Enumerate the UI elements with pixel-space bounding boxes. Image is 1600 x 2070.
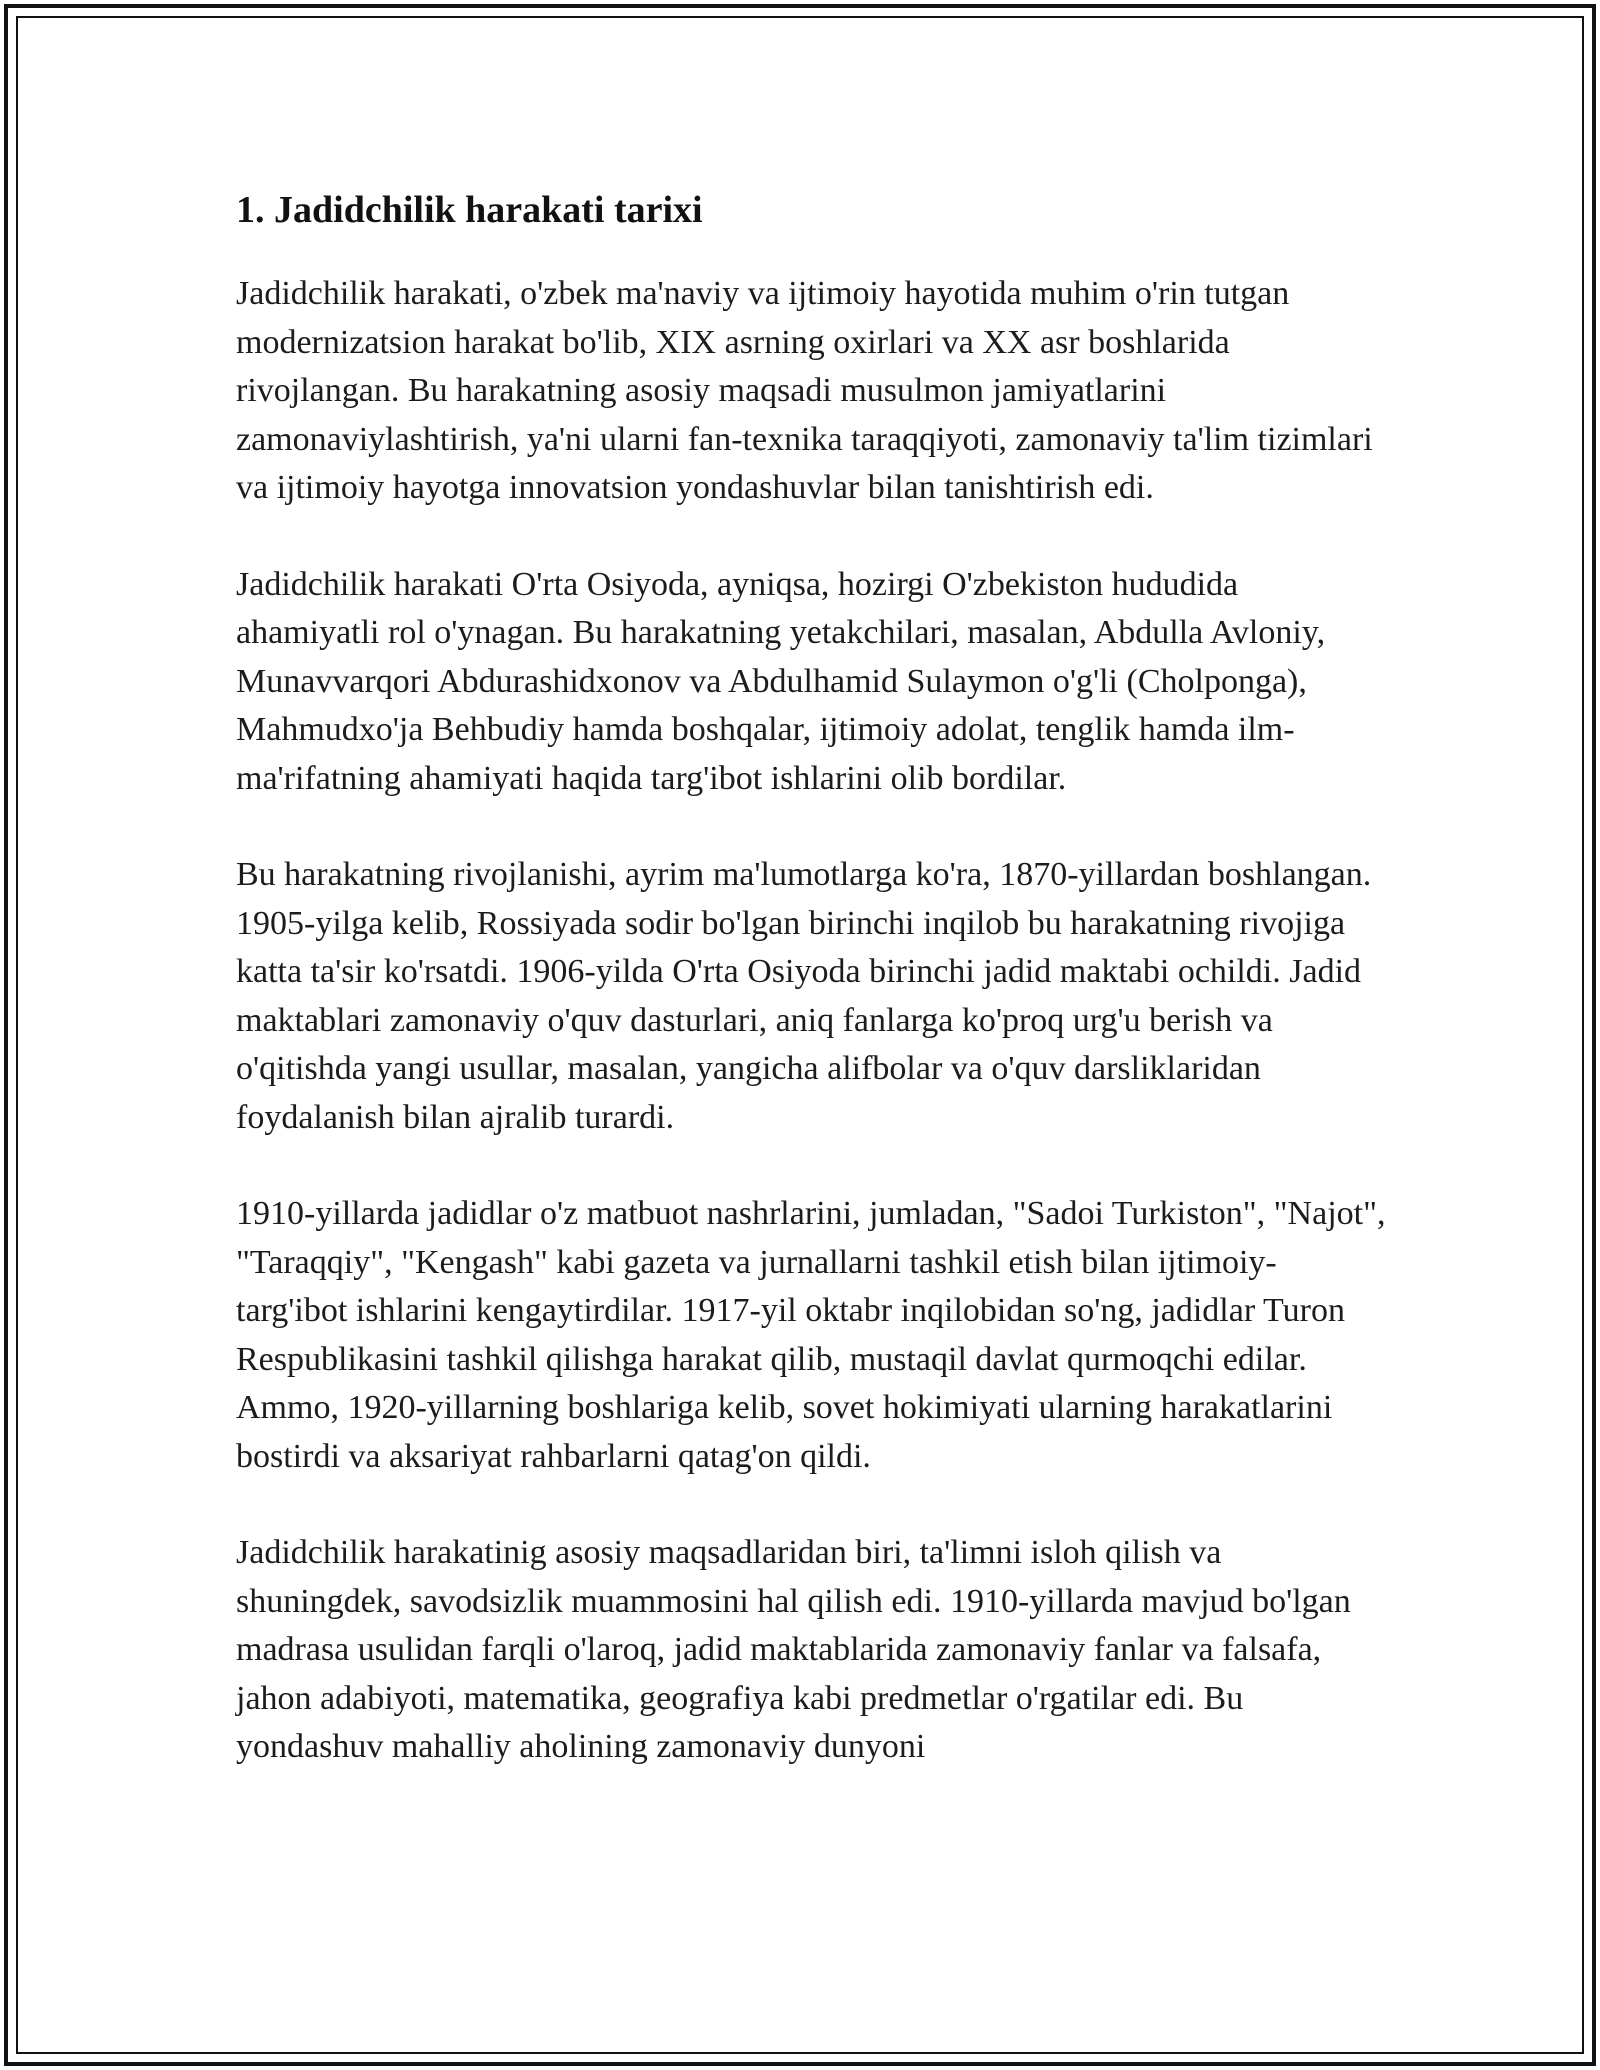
- document-body: [236, 186, 1386, 1772]
- paragraph-3: Bu harakatning rivojlanishi, ayrim ma'lumotlarga ko'ra, 1870-yillardan boshlangan. 1905-yilga kelib, Rossiyada sodir bo'lgan birinchi inqilob bu harakatning rivojiga katta ta'sir ko'rsatdi. 1906-yilda O'rta Osiyoda birinchi jadid maktabi ochildi. Jadid maktablari zamonaviy o'quv dasturlari, aniq fanlarga ko'proq urg'u berish va o'qitishda yangi usullar, masalan, yangicha alifbolar va o'quv darsliklaridan foydalanish bilan ajralib turardi.: [236, 856, 1372, 1136]
- paragraph-4: 1910-yillarda jadidlar o'z matbuot nashrlarini, jumladan, "Sadoi Turkiston", "Najot", "Taraqqiy", "Kengash" kabi gazeta va jurnallarni tashkil etish bilan ijtimoiy-targ'ibot ishlarini kengaytirdilar. 1917-yil oktabr inqilobidan so'ng, jadidlar Turon Respublikasini tashkil qilishga harakat qilib, mustaqil davlat qurmoqchi edilar. Ammo, 1920-yillarning boshlariga kelib, sovet hokimiyati ularning harakatlarini bostirdi va aksariyat rahbarlarni qatag'on qildi.: [236, 1195, 1386, 1475]
- paragraph-5: Jadidchilik harakatinig asosiy maqsadlaridan biri, ta'limni isloh qilish va shuningdek, savodsizlik muammosini hal qilish edi. 1910-yillarda mavjud bo'lgan madrasa usulidan farqli o'laroq, jadid maktablarida zamonaviy fanlar va falsafa, jahon adabiyoti, matematika, geografiya kabi predmetlar o'rgatilar edi. Bu yondashuv mahalliy aholining zamonaviy dunyoni: [236, 1534, 1351, 1765]
- paragraph-1: Jadidchilik harakati, o'zbek ma'naviy va ijtimoiy hayotida muhim o'rin tutgan modernizatsion harakat bo'lib, XIX asrning oxirlari va XX asr boshlarida rivojlangan. Bu harakatning asosiy maqsadi musulmon jamiyatlarini zamonaviylashtirish, ya'ni ularni fan-texnika taraqqiyoti, zamonaviy ta'lim tizimlari va ijtimoiy hayotga innovatsion yondashuvlar bilan tanishtirish edi.: [236, 275, 1373, 506]
- paragraph-2: Jadidchilik harakati O'rta Osiyoda, ayniqsa, hozirgi O'zbekiston hududida ahamiyatli rol o'ynagan. Bu harakatning yetakchilari, masalan, Abdulla Avloniy, Munavvarqori Abdurashidxonov va Abdulhamid Sulaymon o'g'li (Cholponga), Mahmudxo'ja Behbudiy hamda boshqalar, ijtimoiy adolat, tenglik hamda ilm-ma'rifatning ahamiyati haqida targ'ibot ishlarini olib bordilar.: [236, 565, 1326, 797]
- section-heading: 1. Jadidchilik harakati tarixi: [236, 189, 703, 231]
